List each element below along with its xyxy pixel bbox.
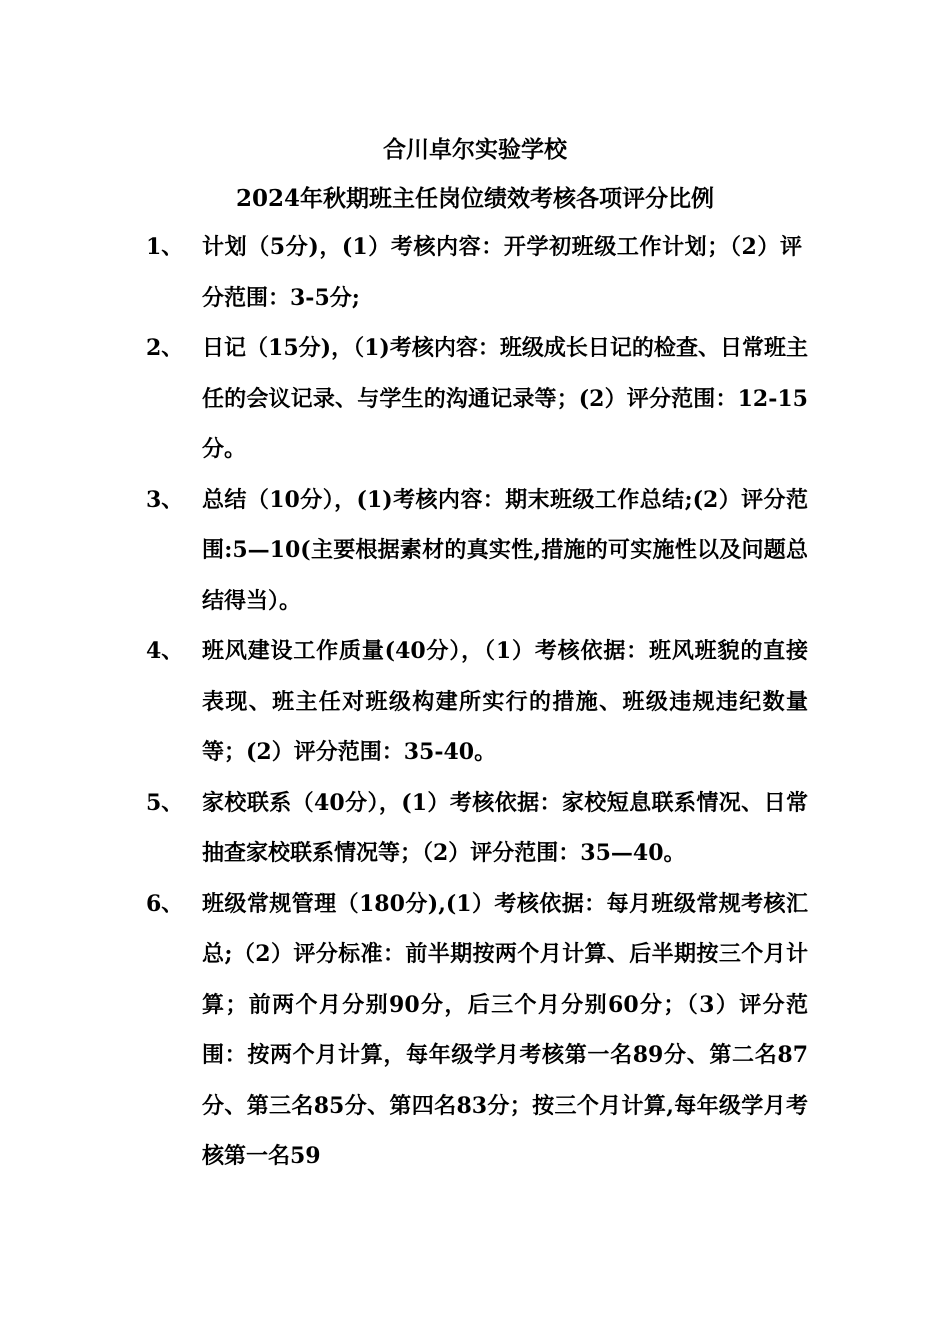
scoring-item-summary [0,475,950,627]
document-title: 2024年秋期班主任岗位绩效考核各项评分比例 [235,185,714,212]
item-number: 5、 [146,789,184,816]
item-text: 日记（15分)，（1)考核内容：班级成长日记的检查、日常班主任的会议记录、与学生的沟通记录等；(2）评分范围：12-15分。 [202,335,808,462]
school-name-heading: 合川卓尔实验学校 [383,136,567,163]
item-text: 班级常规管理（180分),(1）考核依据：每月班级常规考核汇总;（2）评分标准：前半期按两个月计算、后半期按三个月计算；前两个月分别90分，后三个月分别60分；（3）评分范围：按两个月计算，每年级学月考核第一名89分、第二名87分、第三名85分、第四名83分；按三个月计算,每年级学月考核第一名59 [202,890,808,1169]
scoring-item-diary [0,323,950,475]
item-number: 6、 [146,890,184,917]
item-text: 家校联系（40分），(1）考核依据：家校短息联系情况、日常抽查家校联系情况等；（2）评分范围：35—40。 [202,789,808,866]
scoring-item-plan [0,222,950,323]
item-number: 2、 [146,335,184,361]
item-number: 4、 [146,638,184,664]
scoring-item-routine-management [0,879,950,1182]
item-text: 班风建设工作质量(40分），（1）考核依据：班风班貌的直接表现、班主任对班级构建所实行的措施、班级违规违纪数量等；(2）评分范围：35-40。 [202,638,808,765]
scoring-item-home-school-contact [0,778,950,879]
scoring-item-list [0,222,950,1182]
item-text: 计划（5分)，(1）考核内容：开学初班级工作计划；（2）评分范围：3-5分; [202,234,802,311]
item-number: 1、 [146,234,184,260]
item-text: 总结（10分），(1)考核内容：期末班级工作总结;(2）评分范围:5—10(主要根据素材的真实性,措施的可实施性以及问题总结得当）。 [202,486,808,614]
item-number: 3、 [146,486,184,513]
scoring-item-class-culture [0,626,950,778]
